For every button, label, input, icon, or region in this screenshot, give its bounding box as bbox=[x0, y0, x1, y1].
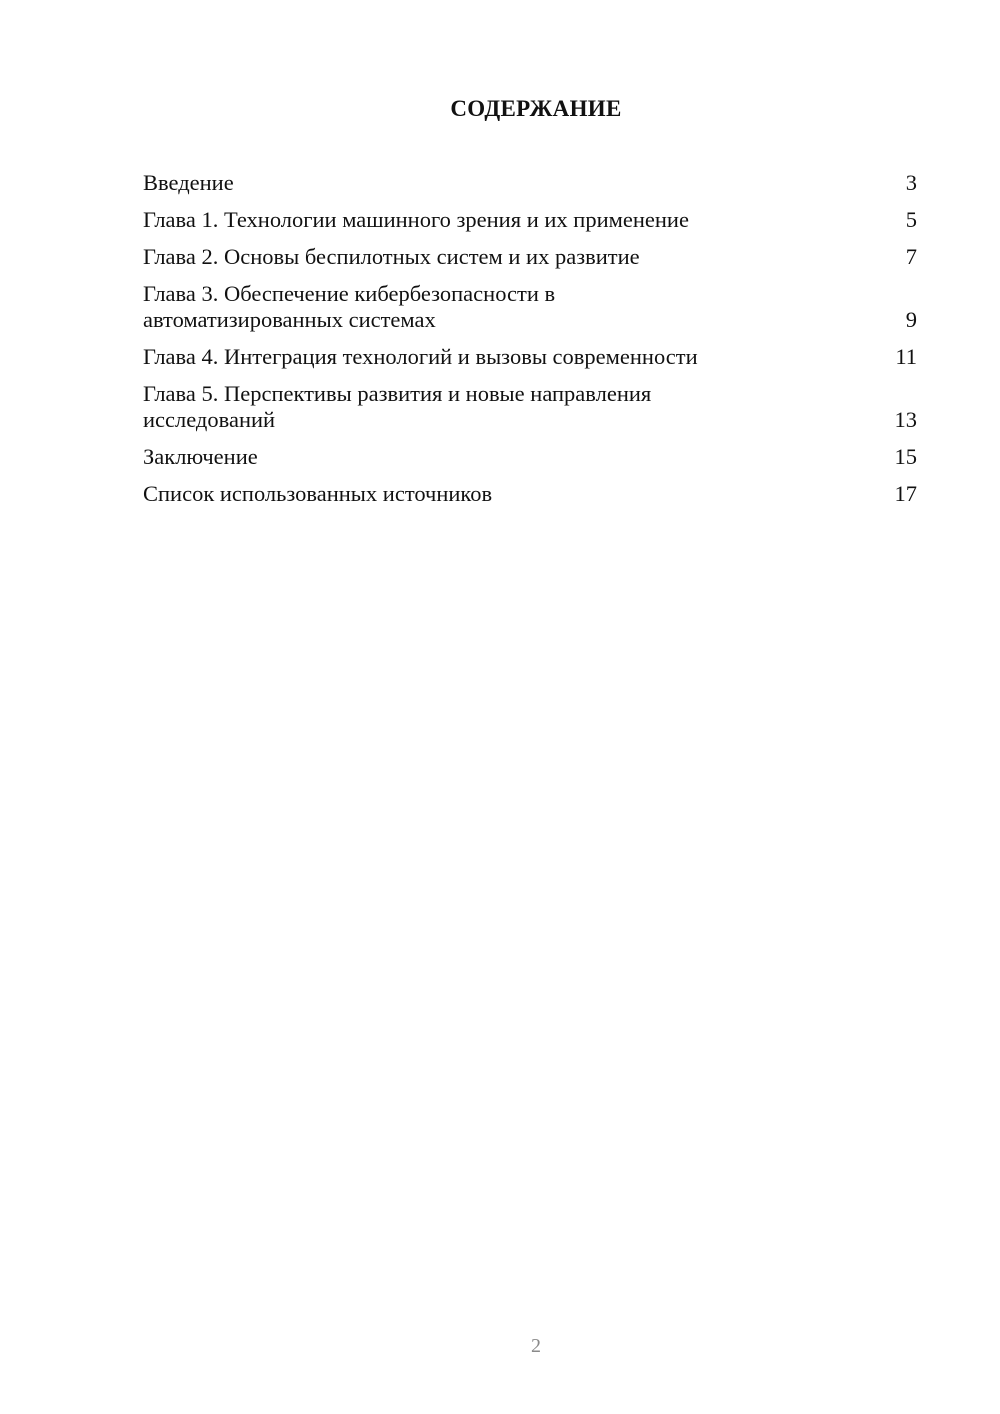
toc-entry-label: Глава 2. Основы беспилотных систем и их развитие bbox=[143, 244, 640, 269]
toc-entry-page: 7 bbox=[905, 244, 917, 269]
toc-entry-page: 9 bbox=[905, 307, 917, 332]
toc-entry-label: Глава 1. Технологии машинного зрения и их применение bbox=[143, 207, 689, 232]
toc-entry-page: 13 bbox=[894, 407, 917, 432]
toc-entry-page: 15 bbox=[894, 444, 917, 469]
toc-entry-chapter-3[interactable] bbox=[143, 281, 919, 333]
toc-entry-chapter-2[interactable] bbox=[143, 244, 919, 270]
toc-entry-chapter-4[interactable] bbox=[143, 344, 919, 370]
toc-entry-page: 3 bbox=[905, 170, 917, 195]
toc-entry-page: 5 bbox=[905, 207, 917, 232]
toc-entry-label: Глава 3. Обеспечение кибербезопасности в автоматизированных системах bbox=[143, 281, 556, 332]
toc-entry-label: Заключение bbox=[143, 444, 258, 469]
page-number: 2 bbox=[531, 1335, 541, 1357]
toc-entry-label: Глава 4. Интеграция технологий и вызовы современности bbox=[143, 344, 698, 369]
toc-entry-references[interactable] bbox=[143, 481, 919, 507]
toc-entry-label: Список использованных источников bbox=[143, 481, 493, 506]
toc-entry-introduction[interactable] bbox=[143, 170, 919, 196]
toc-entry-page: 11 bbox=[895, 344, 917, 369]
page-title: СОДЕРЖАНИЕ bbox=[450, 96, 622, 121]
toc-entry-conclusion[interactable] bbox=[143, 444, 919, 470]
toc-entry-page: 17 bbox=[894, 481, 917, 506]
toc-entry-chapter-5[interactable] bbox=[143, 381, 919, 433]
toc-entry-label: Введение bbox=[143, 170, 234, 195]
table-of-contents bbox=[143, 170, 919, 518]
toc-entry-chapter-1[interactable] bbox=[143, 207, 919, 233]
toc-entry-label: Глава 5. Перспективы развития и новые направления исследований bbox=[143, 381, 652, 432]
